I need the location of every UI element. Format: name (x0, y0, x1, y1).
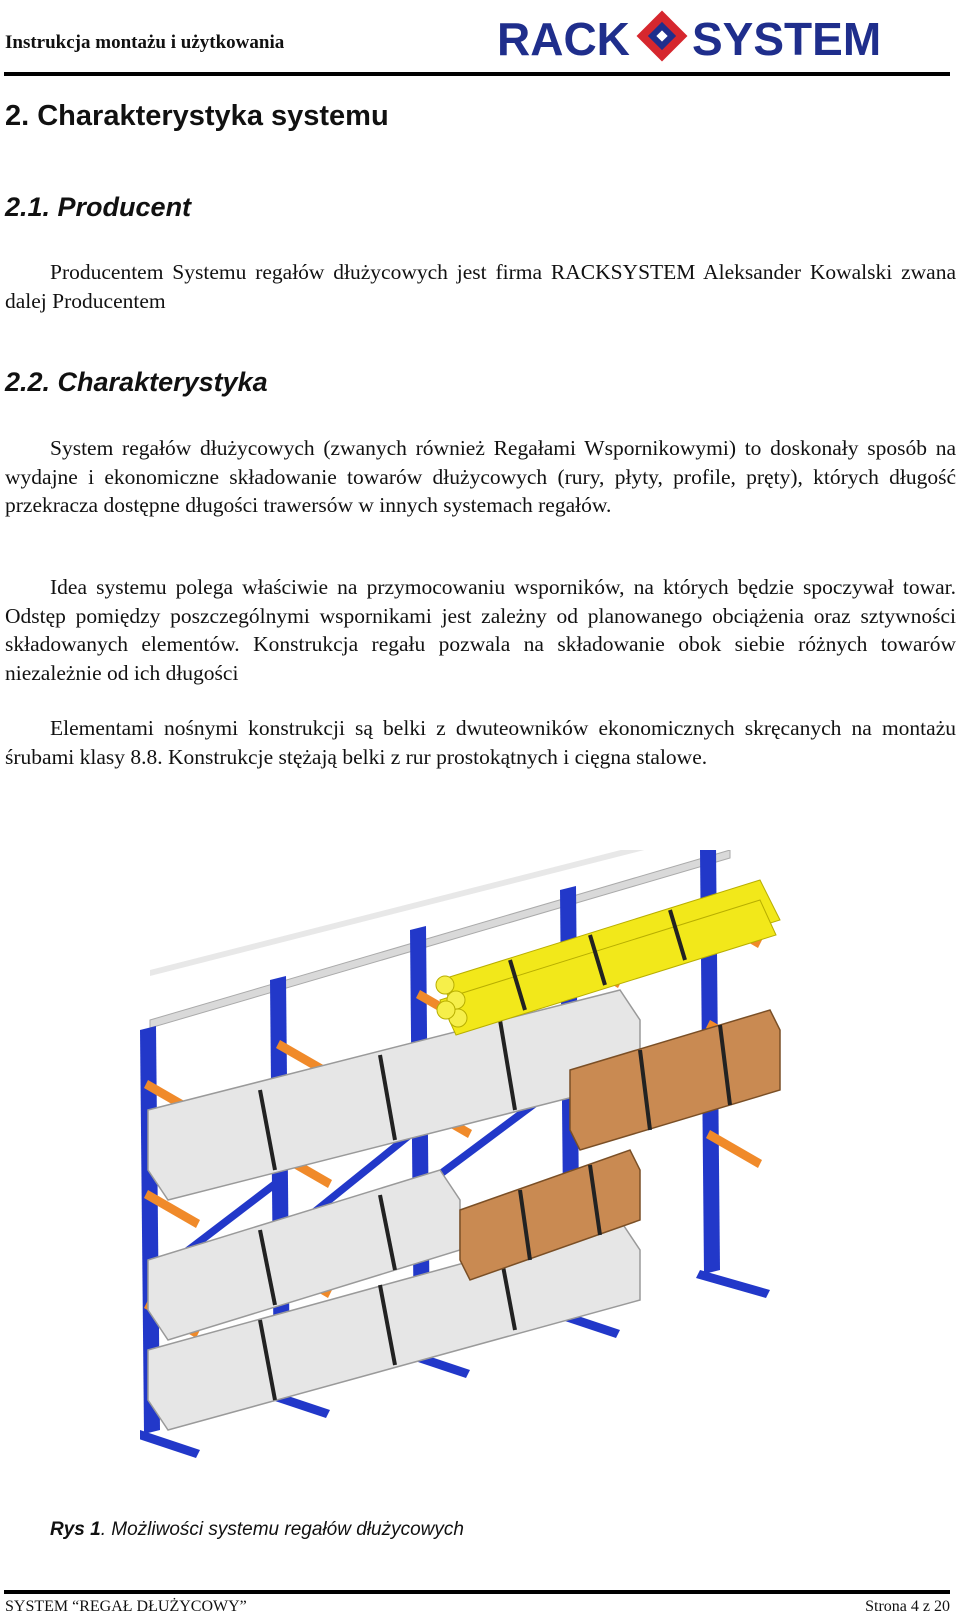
header-divider (4, 72, 950, 76)
logo-text-left: RACK (497, 13, 630, 65)
charakterystyka-heading: 2.2. Charakterystyka (5, 367, 268, 397)
charakterystyka-paragraph-3: Elementami nośnymi konstrukcji są belki z dwuteowników ekonomicznych skręcanych na montażu śrubami klasy 8.8. Konstrukcje stężają belki z rur prostokątnych i cięgna stalowe. (5, 716, 956, 769)
document-header-title: Instrukcja montażu i użytkowania (5, 32, 285, 53)
producent-paragraph: Producentem Systemu regałów dłużycowych jest firma RACKSYSTEM Aleksander Kowalski zwana dalej Producentem (5, 260, 956, 313)
figure-caption-label: Rys 1 (50, 1519, 101, 1540)
logo-diamond-icon (637, 11, 688, 62)
figure-caption-text: . Możliwości systemu regałów dłużycowych (100, 1519, 464, 1540)
footer-divider (4, 1590, 950, 1594)
racksystem-logo (497, 8, 949, 68)
charakterystyka-paragraph-1: System regałów dłużycowych (zwanych również Regałami Wspornikowymi) to doskonały sposób na wydajne i ekonomiczne składowanie towarów dłużycowych (rury, płyty, profile, pręty), których długość przekracza dostępne długości trawersów w innych systemach regałów. (5, 436, 956, 518)
producent-heading: 2.1. Producent (5, 192, 192, 222)
section-heading: 2. Charakterystyka systemu (5, 100, 389, 132)
figure-caption (50, 1519, 464, 1541)
footer-page-number: Strona 4 z 20 (865, 1598, 950, 1615)
charakterystyka-paragraph-2: Idea systemu polega właściwie na przymocowaniu wsporników, na których będzie spoczywał towar. Odstęp pomiędzy poszczególnymi wspornikami jest zależny od planowanego obciążenia oraz sztywności składowanych elementów. Konstrukcja regału pozwala na składowanie obok siebie różnych towarów niezależnie od ich długości (5, 575, 956, 686)
footer-document-name: SYSTEM “REGAŁ DŁUŻYCOWY” (5, 1598, 247, 1615)
cantilever-rack-illustration (140, 850, 820, 1470)
logo-text-right: SYSTEM (692, 13, 882, 65)
